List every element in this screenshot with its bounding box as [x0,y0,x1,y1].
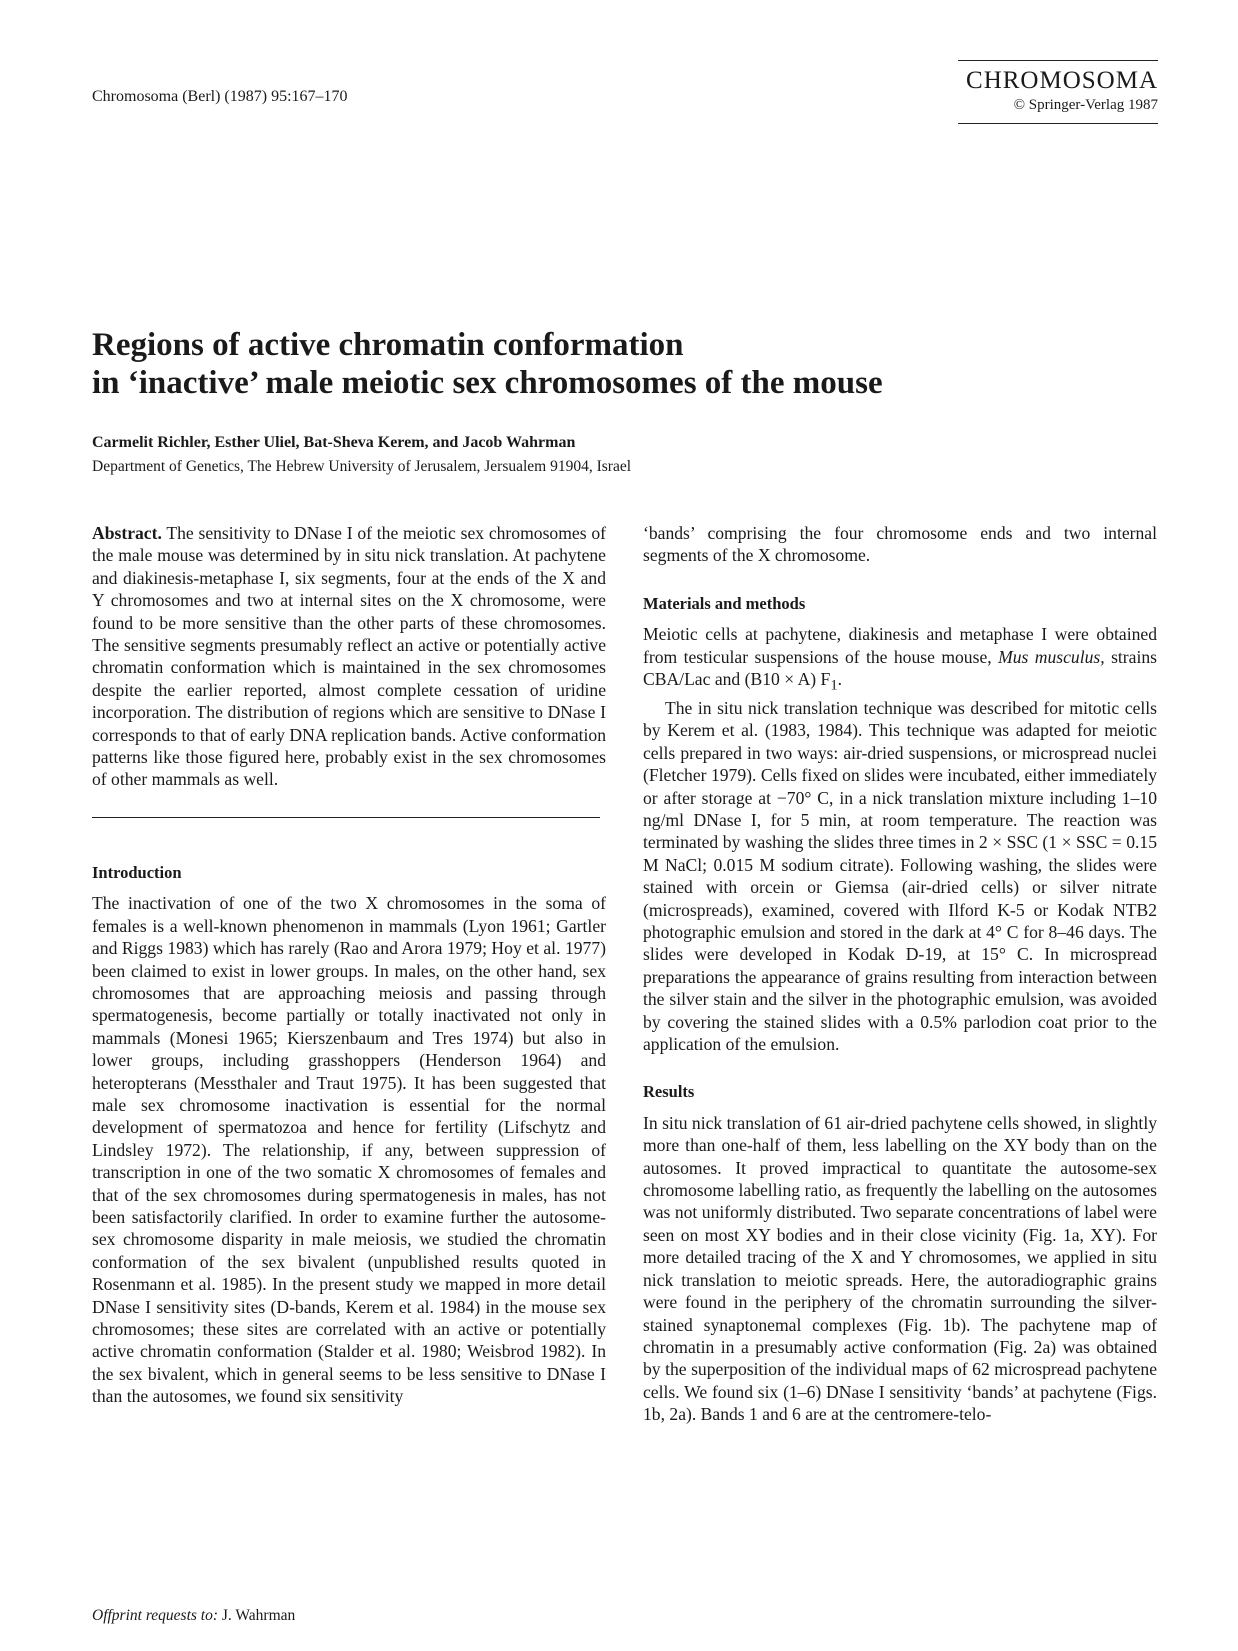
authors: Carmelit Richler, Esther Uliel, Bat-Sheva Kerem, and Jacob Wahrman [92,434,576,451]
introduction-continuation: ‘bands’ comprising the four chromosome ends and two internal segments of the X chromosome. [643,523,1157,566]
introduction-text: The inactivation of one of the two X chromosomes in the soma of females is a well-known phenomenon in mammals (Lyon 1961; Gartler and Riggs 1983) which has rarely (Rao and Arora 1979; Hoy et al. 1977) been claimed to exist in lower groups. In males, on the other hand, sex chromosomes that are approaching meiosis and passing through spermatogenesis, become partially or totally inactivated not only in mammals (Monesi 1965; Kierszenbaum and Tres 1974) but also in lower groups, including grasshoppers (Henderson 1964) and heteropterans (Messthaler and Traut 1975). It has been suggested that male sex chromosome inactivation is essential for the normal development of spermatozoa and hence for fertility (Lifschytz and Lindsley 1972). The relationship, if any, between suppression of transcription in one of the two somatic X chromosomes of females and that of the sex chromosomes during spermatogenesis in males, has not been satisfactorily clarified. In order to examine further the autosome-sex chromosome disparity in male meiosis, we studied the chromatin conformation of the sex bivalent (unpublished results quoted in Rosenmann et al. 1985). In the present study we mapped in more detail DNase I sensitivity sites (D-bands, Kerem et al. 1984) in the mouse sex chromosomes; these sites are correlated with an active or potentially active chromatin conformation (Stalder et al. 1980; Weisbrod 1982). In the sex bivalent, which in general seems to be less sensitive to DNase I than the autosomes, we found six sensitivity [92,893,606,1407]
journal-box [958,60,1158,124]
strains-end: . [837,669,843,690]
abstract-divider [92,817,600,818]
title-line-2: in ‘inactive’ male meiotic sex chromosomes of the mouse [92,365,883,401]
title-line-1: Regions of active chromatin conformation [92,327,684,363]
offprint-footnote [92,1607,295,1625]
species-name: Mus musculus, [998,646,1105,667]
methods-text-1: Meiotic cells at pachytene, diakinesis and metaphase I were obtained from testicular suspensions of the house mouse, [643,624,1157,667]
results-text: In situ nick translation of 61 air-dried pachytene cells showed, in slightly more than one-half of them, less labelling on the XY body than on the autosomes. It proved impractical to quantitate the autosome-sex chromosome labelling ratio, as frequently the labelling on the autosomes was not uniformly distributed. Two separate concentrations of label were seen on most XY bodies and in their close vicinity (Fig. 1a, XY). For more detailed tracing of the X and Y chromosomes, we applied in situ nick translation to meiotic spreads. Here, the autoradiographic grains were found in the periphery of the chromatin surrounding the silver-stained synaptonemal complexes (Fig. 1b). The pachytene map of chromatin in a presumably active conformation (Fig. 2a) was obtained by the superposition of the individual maps of 62 microspread pachytene cells. We found six (1–6) DNase I sensitivity ‘bands’ at pachytene (Figs. 1b, 2a). Bands 1 and 6 are at the centromere-telo- [643,1112,1157,1425]
journal-reference: Chromosoma (Berl) (1987) 95:167–170 [92,88,348,105]
methods-paragraph-1 [643,623,1157,697]
left-column [92,522,606,1408]
affiliation: Department of Genetics, The Hebrew University of Jerusalem, Jersualem 91904, Israel [92,458,632,475]
journal-name: CHROMOSOMA [966,67,1158,94]
methods-heading: Materials and methods [643,593,806,613]
abstract-label: Abstract. [92,523,162,543]
article-title [92,326,1152,402]
publisher-line: © Springer-Verlag 1987 [1013,97,1158,113]
abstract [92,522,606,791]
results-heading: Results [643,1082,695,1102]
introduction-heading: Introduction [92,862,182,882]
strains-subscript: 1 [830,677,838,694]
methods-paragraph-2: The in situ nick translation technique was described for mitotic cells by Kerem et al. (1983, 1984). This technique was adapted for meiotic cells prepared in two ways: air-dried suspensions, or microspread nuclei (Fletcher 1979). Cells fixed on slides were incubated, either immediately or after storage at −70° C, in a nick translation mixture including 1–10 ng/ml DNase I, for 5 min, at room temperature. The reaction was terminated by washing the slides three times in 2 × SSC (1 × SSC = 0.15 M NaCl; 0.015 M sodium citrate). Following washing, the slides were stained with orcein or Giemsa (air-dried cells) or silver nitrate (microspreads), examined, covered with Ilford K-5 or Kodak NTB2 photographic emulsion and stored in the dark at 4° C for 8–46 days. The slides were developed in Kodak D-19, at 15° C. In microspread preparations the appearance of grains resulting from interaction between the silver stain and the silver in the photographic emulsion, was avoided by covering the stained slides with a 0.5% parlodion coat prior to the application of the emulsion. [643,697,1157,1055]
abstract-text: The sensitivity to DNase I of the meiotic sex chromosomes of the male mouse was determined by in situ nick translation. At pachytene and diakinesis-metaphase I, six segments, four at the ends of the X and Y chromosomes and two at internal sites on the X chromosome, were found to be more sensitive than the other parts of these chromosomes. The sensitive segments presumably reflect an active or potentially active chromatin conformation which is maintained in the sex chromosomes despite the earlier reported, almost complete cessation of uridine incorporation. The distribution of regions which are sensitive to DNase I corresponds to that of early DNA replication bands. Active conformation patterns like those figured here, probably exist in the sex chromosomes of other mammals as well. [92,523,606,790]
right-column [643,522,1157,1426]
strains-text: strains CBA/Lac and (B10 × A) F [643,646,1158,690]
offprint-label: Offprint requests to: [92,1607,219,1624]
offprint-name: J. Wahrman [218,1607,296,1624]
